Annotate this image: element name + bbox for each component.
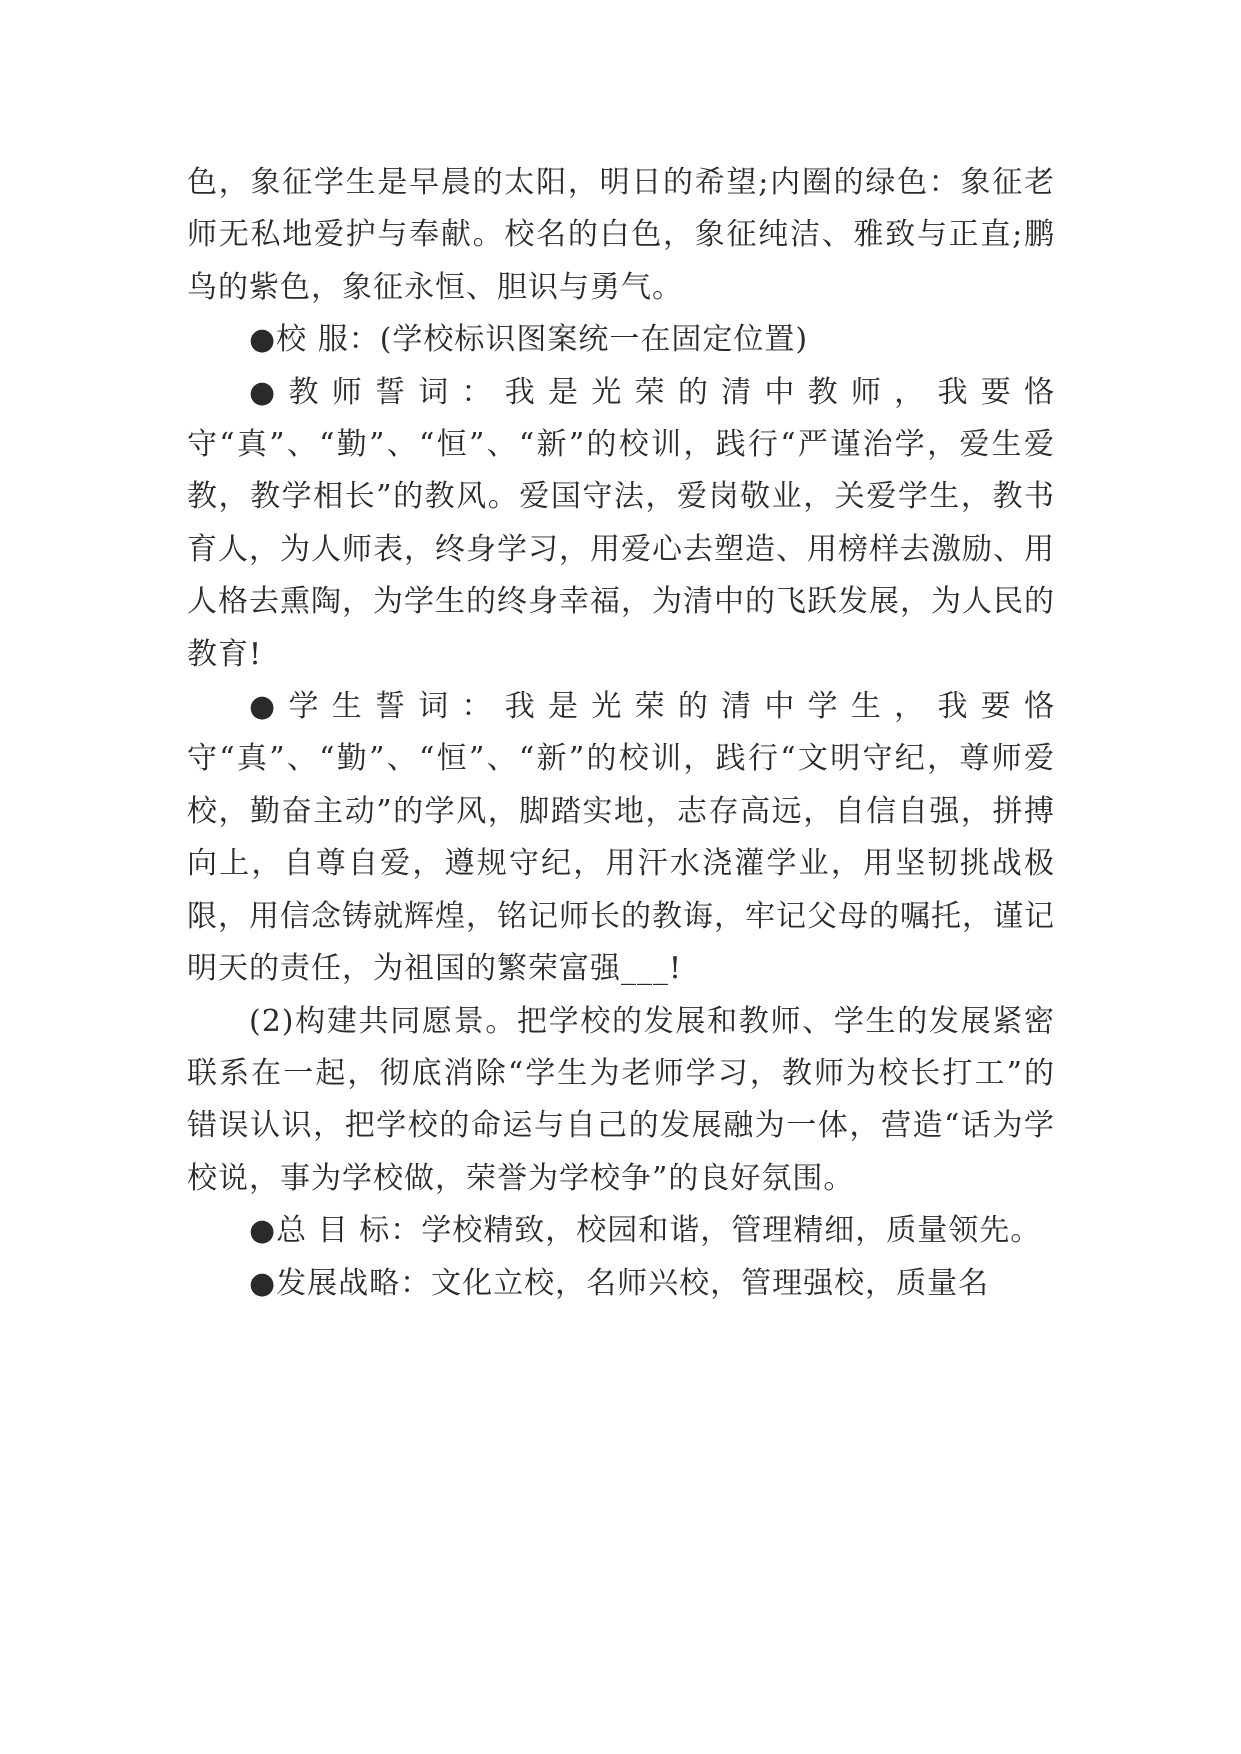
paragraph-overall-goal: ●总 目 标：学校精致，校园和谐，管理精细，质量领先。: [249, 1213, 1042, 1249]
paragraph-student-oath: ●学生誓词：我是光荣的清中学生，我要恪守“真”、“勤”、“恒”、“新”的校训，践行“文明守纪，尊师爱校，勤奋主动”的学风，脚踏实地，志存高远，自信自强，拼搏向上，自尊自爱，遵规守纪，用汗水浇灌学业，用坚韧挑战极限，用信念铸就辉煌，铭记师长的教诲，牢记父母的嘱托，谨记明天的责任，为祖国的繁荣富强___!: [187, 689, 1055, 987]
document-body: [187, 157, 1055, 1310]
paragraph-shared-vision: (2)构建共同愿景。把学校的发展和教师、学生的发展紧密联系在一起，彻底消除“学生为老师学习，教师为校长打工”的错误认识，把学校的命运与自己的发展融为一体，营造“话为学校说，事为学校做，荣誉为学校争”的良好氛围。: [187, 1003, 1055, 1196]
paragraph-school-colors: 色，象征学生是早晨的太阳，明日的希望;内圈的绿色：象征老师无私地爱护与奉献。校名的白色，象征纯洁、雅致与正直;鹏鸟的紫色，象征永恒、胆识与勇气。: [187, 165, 1055, 305]
paragraph-teacher-oath: ●教师誓词：我是光荣的清中教师，我要恪守“真”、“勤”、“恒”、“新”的校训，践行“严谨治学，爱生爱教，教学相长”的教风。爱国守法，爱岗敬业，关爱学生，教书育人，为人师表，终身学习，用爱心去塑造、用榜样去激励、用人格去熏陶，为学生的终身幸福，为清中的飞跃发展，为人民的教育!: [187, 374, 1055, 672]
paragraph-school-uniform: ●校 服：(学校标识图案统一在固定位置): [249, 322, 809, 358]
paragraph-development-strategy: ●发展战略：文化立校，名师兴校，管理强校，质量名: [249, 1265, 990, 1301]
